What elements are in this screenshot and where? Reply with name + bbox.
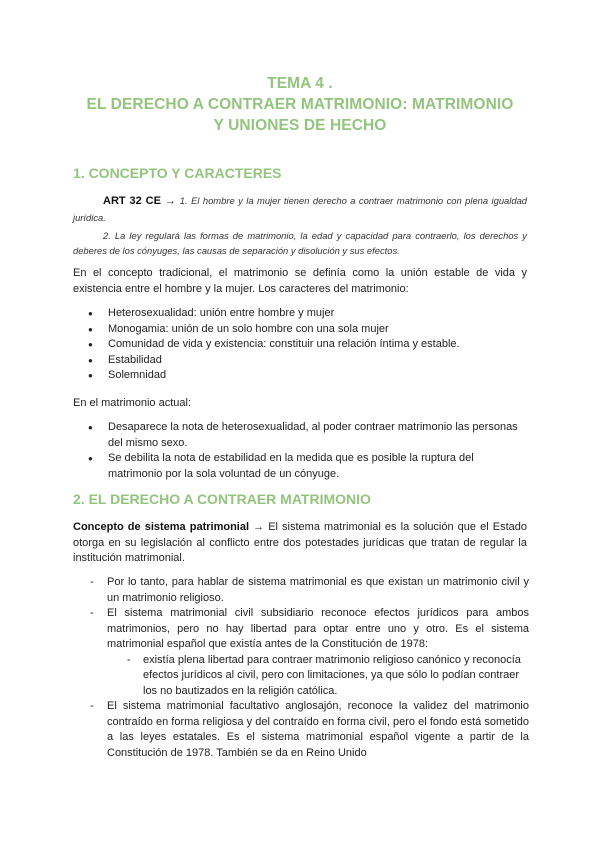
art-arrow: → (164, 195, 176, 207)
intro-paragraph: En el concepto tradicional, el matrimonio se definía como la unión estable de vida y existencia entre el hombre y la mujer. Los caracteres del matrimonio: (73, 267, 527, 295)
title-line-2: EL DERECHO A CONTRAER MATRIMONIO: MATRIMONIO (86, 96, 514, 113)
art-text-2: 2. La ley regulará las formas de matrimonio, la edad y capacidad para contraerlo, los derechos y deberes de los cónyuges, las causas de separación y disolución y sus efectos. (73, 230, 527, 256)
list-item: ● Estabilidad (73, 353, 527, 369)
list-item (73, 606, 529, 699)
title-line-1: TEMA 4 . (267, 75, 333, 92)
sub-list-item: - existía plena libertad para contraer matrimonio religioso canónico y reconocía efectos jurídicos al civil, pero con limitaciones, ya que sólo lo podían contraer los no bautizados en la religión católica. (107, 653, 529, 700)
title-line-3: Y UNIONES DE HECHO (213, 117, 387, 134)
characters-list (73, 306, 527, 384)
section-2-heading: 2. EL DERECHO A CONTRAER MATRIMONIO (73, 491, 371, 507)
list-item: - Por lo tanto, para hablar de sistema matrimonial es que existan un matrimonio civil y un matrimonio religioso. (73, 575, 529, 606)
list-item-text: El sistema matrimonial civil subsidiario reconoce efectos jurídicos para ambos matrimonios, pero no hay libertad para optar entre uno y otro. Es el sistema matrimonial español que existía antes de la Constitución de 1978: (107, 607, 529, 650)
list-item: ● Monogamia: unión de un solo hombre con una sola mujer (73, 322, 527, 338)
current-list (73, 420, 527, 482)
concept-label: Concepto de sistema patrimonial (73, 521, 250, 533)
list-item: ● Heterosexualidad: unión entre hombre y mujer (73, 306, 527, 322)
art-label: ART 32 CE (103, 195, 161, 207)
list-item: ● Solemnidad (73, 368, 527, 384)
concept-text: El sistema matrimonial es la solución que el Estado otorga en su legislación al conflicto entre dos potestades jurídicas que tratan de regular la institución matrimonial. (73, 521, 527, 564)
section-1-heading: 1. CONCEPTO Y CARACTERES (73, 165, 282, 181)
list-item: ● Se debilita la nota de estabilidad en la medida que es posible la ruptura del matrimonio por la sola voluntad de un cónyuge. (73, 451, 527, 482)
current-label: En el matrimonio actual: (73, 397, 191, 409)
art-text-1: 1. El hombre y la mujer tienen derecho a contraer matrimonio con plena igualdad jurídica. (73, 195, 527, 223)
list-item: ● Comunidad de vida y existencia: constituir una relación íntima y estable. (73, 337, 527, 353)
sub-list (107, 653, 529, 700)
list-item: ● Desaparece la nota de heterosexualidad, al poder contraer matrimonio las personas del mismo sexo. (73, 420, 527, 451)
system-list (73, 575, 529, 761)
concept-paragraph (73, 520, 527, 567)
concept-arrow: → (253, 521, 265, 533)
art-32-paragraph (73, 193, 527, 226)
document-title (60, 73, 540, 136)
list-item: - El sistema matrimonial facultativo anglosajón, reconoce la validez del matrimonio contraído en forma religiosa y del contraído en forma civil, pero el fondo está sometido a las leyes estatales. Es el sistema matrimonial español vigente a partir de la Constitución de 1978. También se da en Reino Unido (73, 699, 529, 761)
